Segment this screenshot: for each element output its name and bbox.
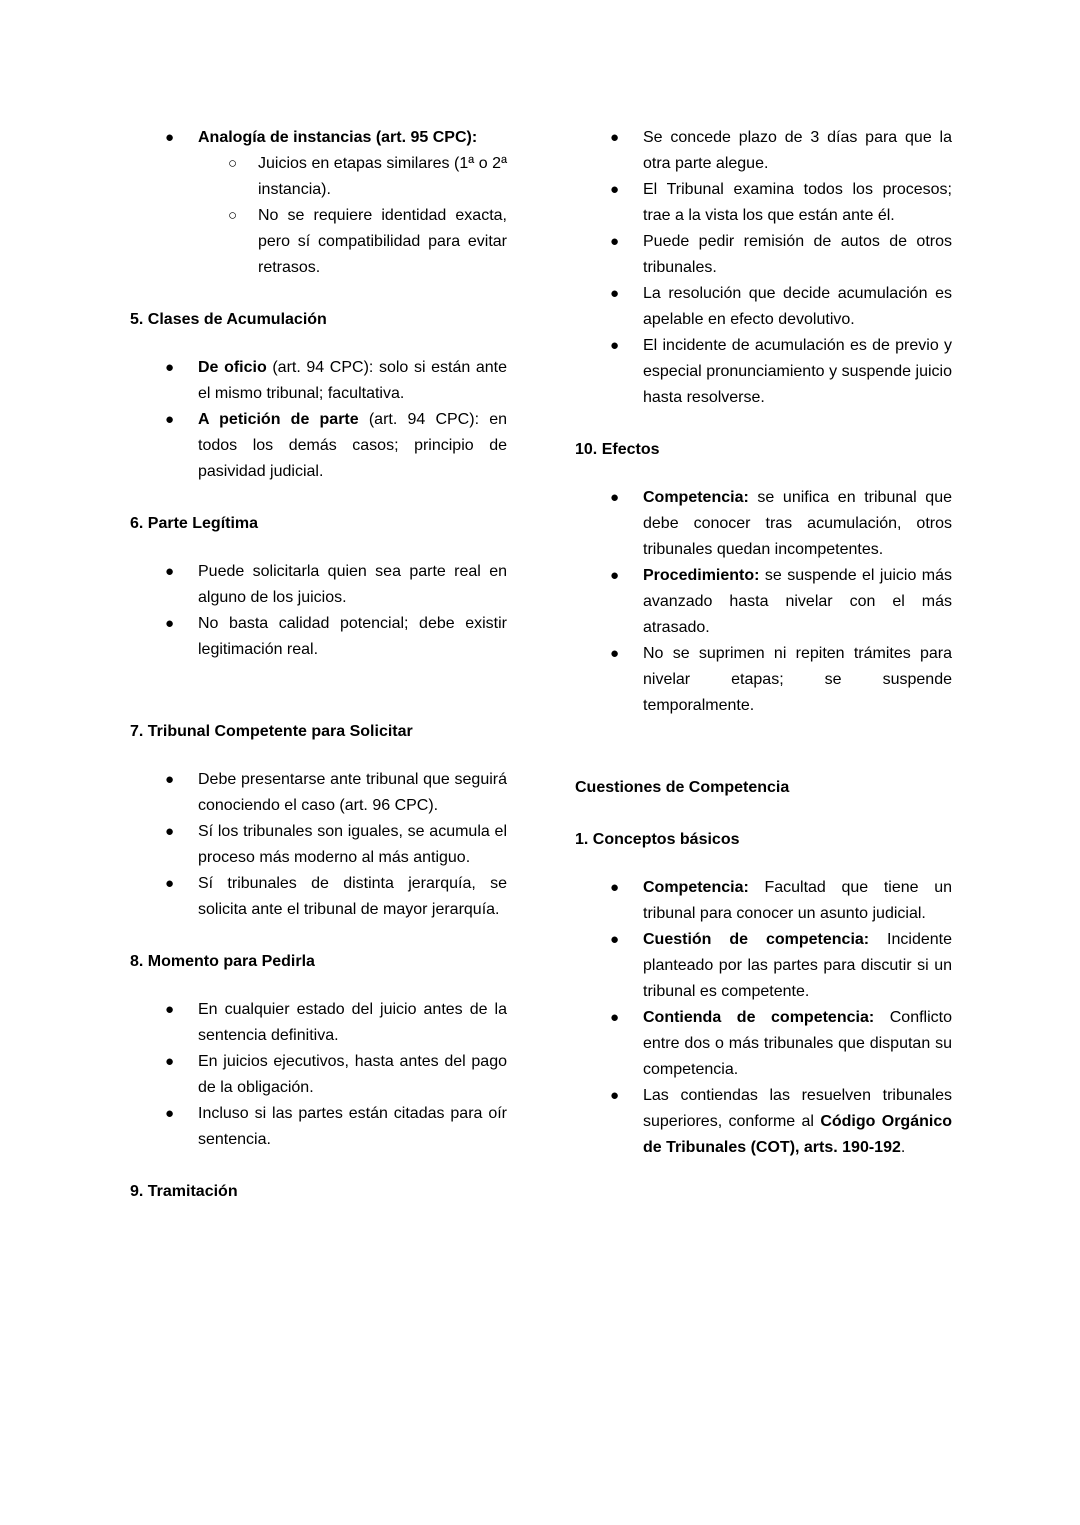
bullet-icon: ●: [165, 823, 175, 840]
list-item-text: Conflicto entre dos o más tribunales que disputan su competencia.: [643, 1009, 952, 1078]
right-column: [575, 125, 952, 1485]
bullet-icon: ●: [610, 181, 620, 198]
list-item-text: La resolución que decide acumulación es apelable en efecto devolutivo.: [643, 285, 952, 328]
bullet-icon: ●: [165, 411, 175, 428]
bullet-icon: ●: [610, 1087, 620, 1104]
list-item: [130, 767, 507, 819]
bullet-list: [575, 125, 952, 411]
bullet-icon: ●: [610, 129, 620, 146]
bullet-icon: ●: [165, 563, 175, 580]
section-heading: 1. Conceptos básicos: [575, 831, 740, 848]
list-item-text: Incluso si las partes están citadas para oír sentencia.: [198, 1105, 507, 1148]
bullet-icon: ●: [165, 771, 175, 788]
list-item: [130, 355, 507, 407]
list-item: [575, 641, 952, 719]
list-item-text: (art. 94 CPC): en todos los demás casos; principio de pasividad judicial.: [198, 411, 507, 480]
list-item: [575, 875, 952, 927]
bullet-icon: ●: [610, 489, 620, 506]
list-item-text: Se concede plazo de 3 días para que la otra parte alegue.: [643, 129, 952, 172]
bullet-icon: ●: [165, 875, 175, 892]
bullet-icon: ●: [610, 645, 620, 662]
list-item: [130, 997, 507, 1049]
bullet-icon: ●: [610, 285, 620, 302]
list-item-text: Facultad que tiene un tribunal para conocer un asunto judicial.: [643, 879, 952, 922]
list-item-text: No basta calidad potencial; debe existir legitimación real.: [198, 615, 507, 658]
bullet-list: [130, 767, 507, 923]
list-item-text: se unifica en tribunal que debe conocer tras acumulación, otros tribunales quedan incompetentes.: [643, 489, 952, 558]
bullet-icon: ●: [610, 879, 620, 896]
bullet-icon: ●: [610, 931, 620, 948]
list-item: [130, 871, 507, 923]
bullet-list: [575, 875, 952, 1161]
sub-list-item-text: Juicios en etapas similares (1ª o 2ª instancia).: [258, 155, 507, 198]
bullet-list: [130, 355, 507, 485]
list-item: [130, 559, 507, 611]
sub-list-item: [198, 203, 507, 281]
list-item-bold-text: Cuestión de competencia:: [643, 931, 870, 948]
list-item-bold-text: Competencia:: [643, 489, 749, 506]
circle-bullet-icon: ○: [228, 155, 238, 172]
list-item-text: Sí tribunales de distinta jerarquía, se solicita ante el tribunal de mayor jerarquía.: [198, 875, 507, 918]
list-item: [130, 1049, 507, 1101]
sub-list-item: [198, 151, 507, 203]
list-item: [575, 563, 952, 641]
bullet-list: [575, 485, 952, 719]
sub-bullet-list: [198, 151, 507, 281]
sub-list-item-text: No se requiere identidad exacta, pero sí compatibilidad para evitar retrasos.: [258, 207, 507, 276]
list-item: [575, 485, 952, 563]
section-heading: 7. Tribunal Competente para Solicitar: [130, 723, 413, 740]
section-heading: 8. Momento para Pedirla: [130, 953, 315, 970]
list-item: [130, 407, 507, 485]
section-heading: 5. Clases de Acumulación: [130, 311, 327, 328]
bullet-list: [130, 559, 507, 663]
list-item: [130, 125, 507, 281]
list-item: [130, 1101, 507, 1153]
list-item-text: El Tribunal examina todos los procesos; trae a la vista los que están ante él.: [643, 181, 952, 224]
list-item-text: Debe presentarse ante tribunal que seguirá conociendo el caso (art. 96 CPC).: [198, 771, 507, 814]
list-item-bold-text: Contienda de competencia:: [643, 1009, 875, 1026]
circle-bullet-icon: ○: [228, 207, 238, 224]
list-item-text: Sí los tribunales son iguales, se acumula el proceso más moderno al más antiguo.: [198, 823, 507, 866]
list-item: [575, 177, 952, 229]
bullet-icon: ●: [165, 359, 175, 376]
section-heading: 6. Parte Legítima: [130, 515, 259, 532]
bullet-icon: ●: [165, 1053, 175, 1070]
list-item-text: Las contiendas las resuelven tribunales superiores, conforme al: [643, 1087, 952, 1130]
list-item-text: Puede pedir remisión de autos de otros tribunales.: [643, 233, 952, 276]
section-heading: 10. Efectos: [575, 441, 660, 458]
list-item: [575, 229, 952, 281]
list-item-text: No se suprimen ni repiten trámites para nivelar etapas; se suspende temporalmente.: [643, 645, 952, 714]
list-item-bold-text: A petición de parte: [198, 411, 359, 428]
list-item: [130, 819, 507, 871]
list-item-bold-text: Código Orgánico de Tribunales (COT), arts. 190-192: [643, 1113, 952, 1156]
list-item-text: (art. 94 CPC): solo si están ante el mismo tribunal; facultativa.: [198, 359, 507, 402]
bullet-list: [130, 997, 507, 1153]
list-item-text: El incidente de acumulación es de previo y especial pronunciamiento y suspende juicio hasta resolverse.: [643, 337, 952, 406]
bullet-icon: ●: [165, 129, 175, 146]
bullet-icon: ●: [610, 1009, 620, 1026]
list-item-text: Incidente planteado por las partes para discutir si un tribunal es competente.: [643, 931, 952, 1000]
list-item-bold-text: Analogía de instancias (art. 95 CPC):: [198, 129, 478, 146]
section-heading: Cuestiones de Competencia: [575, 779, 790, 796]
list-item: [575, 333, 952, 411]
list-item-text: Puede solicitarla quien sea parte real en alguno de los juicios.: [198, 563, 507, 606]
bullet-icon: ●: [165, 1001, 175, 1018]
list-item-bold-text: Procedimiento:: [643, 567, 760, 584]
list-item: [575, 281, 952, 333]
section-heading: 9. Tramitación: [130, 1183, 238, 1200]
list-item-text: En cualquier estado del juicio antes de la sentencia definitiva.: [198, 1001, 507, 1044]
list-item-bold-text: Competencia:: [643, 879, 749, 896]
bullet-icon: ●: [165, 615, 175, 632]
list-item: [130, 611, 507, 663]
list-item-bold-text: De oficio: [198, 359, 267, 376]
bullet-icon: ●: [610, 233, 620, 250]
list-item: [575, 125, 952, 177]
list-item-text: .: [900, 1139, 906, 1156]
list-item-text: En juicios ejecutivos, hasta antes del pago de la obligación.: [198, 1053, 507, 1096]
bullet-icon: ●: [610, 567, 620, 584]
list-item: [575, 1083, 952, 1161]
bullet-icon: ●: [610, 337, 620, 354]
list-item: [575, 927, 952, 1005]
bullet-icon: ●: [165, 1105, 175, 1122]
list-item-text: se suspende el juicio más avanzado hasta nivelar con el más atrasado.: [643, 567, 952, 636]
left-column: [130, 125, 507, 1485]
bullet-list: [130, 125, 507, 281]
list-item: [575, 1005, 952, 1083]
